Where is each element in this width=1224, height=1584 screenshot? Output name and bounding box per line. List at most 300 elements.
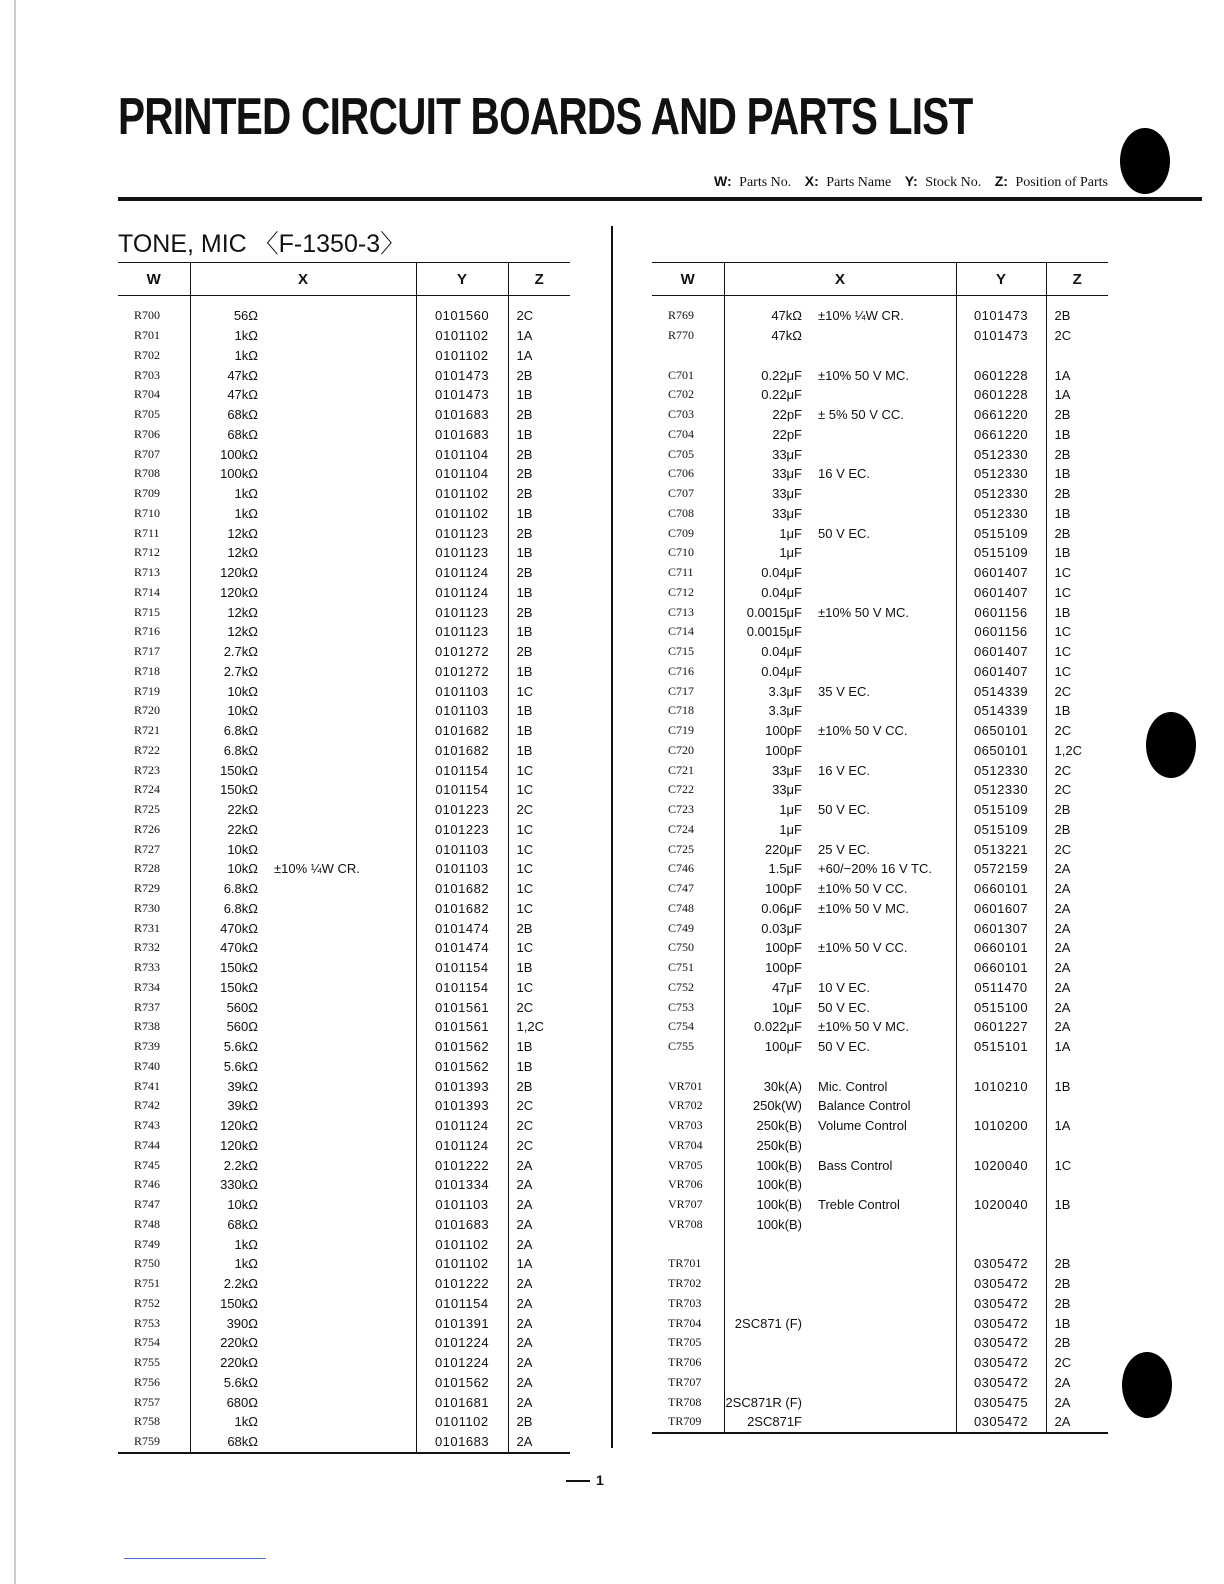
table-row: [652, 1116, 1108, 1136]
table-spacer: [652, 296, 1108, 307]
position: 1B: [508, 1057, 570, 1077]
stock-number: 0101124: [416, 563, 508, 583]
part-value: 120kΩ: [190, 1116, 266, 1136]
table-row: [652, 523, 1108, 543]
position: 1B: [508, 385, 570, 405]
part-number: R734: [134, 979, 161, 994]
position: 2C: [1046, 721, 1108, 741]
part-value: 30k(A): [724, 1076, 810, 1096]
position: 2C: [508, 1096, 570, 1116]
stock-number: 0572159: [956, 859, 1046, 879]
position: 2A: [1046, 1373, 1108, 1393]
table-header-row: [652, 263, 1108, 296]
part-spec: [810, 1353, 956, 1373]
part-number: R744: [134, 1137, 161, 1152]
part-spec: [266, 938, 416, 958]
position: 2B: [508, 365, 570, 385]
position: 2A: [508, 1432, 570, 1453]
part-spec: [266, 1057, 416, 1077]
position: 1,2C: [1046, 741, 1108, 761]
stock-number: 0305472: [956, 1333, 1046, 1353]
legend-w-label: Parts No.: [739, 175, 792, 190]
part-spec: Balance Control: [818, 1098, 911, 1114]
part-spec: ±10% 50 V CC.: [818, 881, 908, 897]
part-spec: [266, 780, 416, 800]
table-row: [118, 622, 570, 642]
position: 1,2C: [508, 1017, 570, 1037]
table-row: [652, 721, 1108, 741]
part-number: TR707: [668, 1374, 702, 1389]
part-number: C754: [668, 1019, 695, 1034]
stock-number: 0101154: [416, 958, 508, 978]
stock-number: 0101102: [416, 484, 508, 504]
position: 1A: [508, 1254, 570, 1274]
spacer-cell: [416, 296, 508, 307]
part-spec: 16 V EC.: [818, 762, 871, 778]
stock-number: 0101103: [416, 859, 508, 879]
part-spec: [266, 1274, 416, 1294]
parts-table-right: [652, 262, 1108, 1434]
table-row: [652, 444, 1108, 464]
position: 2A: [1046, 1392, 1108, 1412]
part-number: R743: [134, 1118, 161, 1133]
stock-number: 0512330: [956, 780, 1046, 800]
part-value: 0.06μF: [724, 899, 810, 919]
part-spec: 10 V EC.: [818, 979, 871, 995]
part-spec: [810, 504, 956, 524]
part-spec: [810, 741, 956, 761]
part-number: R740: [134, 1058, 161, 1073]
part-value: 100pF: [724, 721, 810, 741]
part-spec: [810, 444, 956, 464]
part-spec: [266, 1333, 416, 1353]
position: 2A: [1046, 958, 1108, 978]
part-spec: [266, 899, 416, 919]
table-row: [652, 978, 1108, 998]
part-number: R726: [134, 821, 161, 836]
position: 2A: [508, 1234, 570, 1254]
part-number: R748: [134, 1216, 161, 1231]
table-row: [652, 326, 1108, 346]
part-value: 33μF: [724, 444, 810, 464]
part-spec: Mic. Control: [818, 1078, 888, 1094]
part-spec: [810, 1412, 956, 1433]
part-number: R720: [134, 703, 161, 718]
spacer-cell: [118, 296, 190, 307]
part-value: 100pF: [724, 958, 810, 978]
stock-number: [956, 1136, 1046, 1156]
part-spec: [810, 583, 956, 603]
position: 2B: [1046, 820, 1108, 840]
table-row: [118, 997, 570, 1017]
part-value: 100μF: [724, 1037, 810, 1057]
position: 2A: [508, 1353, 570, 1373]
part-spec: 50 V EC.: [818, 525, 871, 541]
table-row: [652, 1057, 1108, 1077]
header-z: Z: [1046, 263, 1108, 296]
page-title: PRINTED CIRCUIT BOARDS AND PARTS LIST: [118, 88, 973, 146]
part-number: R718: [134, 663, 161, 678]
part-value: 470kΩ: [190, 938, 266, 958]
position: 2B: [508, 602, 570, 622]
table-row: [118, 958, 570, 978]
stock-number: 0512330: [956, 760, 1046, 780]
part-spec: [266, 879, 416, 899]
table-row: [118, 1116, 570, 1136]
table-row: [118, 879, 570, 899]
part-number: VR703: [668, 1118, 703, 1133]
part-spec: ±10% 50 V MC.: [818, 1019, 909, 1035]
part-value: 250k(B): [724, 1116, 810, 1136]
part-spec: [810, 1215, 956, 1235]
position: 2A: [508, 1195, 570, 1215]
stock-number: 0101683: [416, 1432, 508, 1453]
position: 1B: [508, 958, 570, 978]
header-w: W: [652, 263, 724, 296]
part-value: 6.8kΩ: [190, 741, 266, 761]
table-row: [118, 504, 570, 524]
part-value: 5.6kΩ: [190, 1373, 266, 1393]
position: 1B: [508, 583, 570, 603]
position: 1B: [508, 622, 570, 642]
part-number: R755: [134, 1355, 161, 1370]
table-row: [652, 1175, 1108, 1195]
stock-number: 0650101: [956, 721, 1046, 741]
stock-number: 0101683: [416, 425, 508, 445]
part-number: VR701: [668, 1078, 703, 1093]
stock-number: 0660101: [956, 958, 1046, 978]
stock-number: 0515109: [956, 543, 1046, 563]
position: 2B: [1046, 1294, 1108, 1314]
part-value: 0.22μF: [724, 385, 810, 405]
part-number: R707: [134, 446, 161, 461]
table-row: [118, 662, 570, 682]
table-row: [652, 1313, 1108, 1333]
part-number: C753: [668, 999, 695, 1014]
table-row: [652, 622, 1108, 642]
stock-number: [956, 346, 1046, 366]
position: 1B: [1046, 1313, 1108, 1333]
part-number: R754: [134, 1335, 161, 1350]
part-spec: [266, 662, 416, 682]
part-number: R758: [134, 1414, 161, 1429]
part-value: 47kΩ: [190, 385, 266, 405]
position: [1046, 1215, 1108, 1235]
part-number: R711: [134, 525, 160, 540]
part-value: [724, 1353, 810, 1373]
part-number: R719: [134, 683, 161, 698]
part-number: C720: [668, 742, 695, 757]
part-value: 12kΩ: [190, 543, 266, 563]
part-value: [724, 1294, 810, 1314]
table-row: [118, 1215, 570, 1235]
part-number: R712: [134, 545, 161, 560]
part-value: 560Ω: [190, 1017, 266, 1037]
part-spec: [266, 425, 416, 445]
part-spec: 16 V EC.: [818, 466, 871, 482]
table-row: [652, 346, 1108, 366]
table-row: [118, 1234, 570, 1254]
part-value: 10kΩ: [190, 701, 266, 721]
stock-number: 0512330: [956, 484, 1046, 504]
table-row: [652, 385, 1108, 405]
part-spec: [810, 1313, 956, 1333]
part-number: R704: [134, 387, 161, 402]
part-spec: [810, 484, 956, 504]
position: 2C: [1046, 681, 1108, 701]
table-row: [652, 918, 1108, 938]
stock-number: 0601407: [956, 642, 1046, 662]
part-value: 33μF: [724, 760, 810, 780]
stock-number: 0101124: [416, 583, 508, 603]
stock-number: 0101103: [416, 681, 508, 701]
part-value: 12kΩ: [190, 622, 266, 642]
part-value: 10μF: [724, 997, 810, 1017]
position: 2A: [1046, 1017, 1108, 1037]
stock-number: 0101222: [416, 1274, 508, 1294]
part-number: R730: [134, 900, 161, 915]
part-number: C719: [668, 723, 695, 738]
position: 2A: [508, 1175, 570, 1195]
part-value: 1kΩ: [190, 484, 266, 504]
stock-number: 0101223: [416, 800, 508, 820]
position: 1B: [508, 425, 570, 445]
part-value: [724, 1274, 810, 1294]
part-number: C707: [668, 486, 695, 501]
position: 1A: [1046, 385, 1108, 405]
position: 1B: [508, 721, 570, 741]
stock-number: 0601228: [956, 385, 1046, 405]
legend-x-label: Parts Name: [826, 175, 892, 190]
position: 1A: [508, 326, 570, 346]
table-row: [652, 859, 1108, 879]
position: 1B: [508, 662, 570, 682]
stock-number: 0601156: [956, 622, 1046, 642]
part-number: VR706: [668, 1177, 703, 1192]
part-number: VR707: [668, 1197, 703, 1212]
position: 2C: [1046, 780, 1108, 800]
part-value: 10kΩ: [190, 859, 266, 879]
stock-number: 0513221: [956, 839, 1046, 859]
position: 2A: [508, 1313, 570, 1333]
part-number: TR709: [652, 1412, 724, 1433]
stock-number: 0101223: [416, 820, 508, 840]
stock-number: 0515109: [956, 820, 1046, 840]
part-value: 5.6kΩ: [190, 1057, 266, 1077]
part-spec: [266, 622, 416, 642]
stock-number: 0601407: [956, 563, 1046, 583]
legend-z-key: Z:: [994, 173, 1008, 189]
part-value: 56Ω: [190, 306, 266, 326]
part-number: R710: [134, 505, 161, 520]
part-number: C750: [668, 940, 695, 955]
spacer-cell: [190, 296, 266, 307]
table-row: [652, 1096, 1108, 1116]
position: 1C: [1046, 583, 1108, 603]
part-number: R752: [134, 1295, 161, 1310]
stock-number: 0101224: [416, 1333, 508, 1353]
part-number: R709: [134, 486, 161, 501]
header-y: Y: [956, 263, 1046, 296]
stock-number: [956, 1234, 1046, 1254]
stock-number: 0101123: [416, 622, 508, 642]
stock-number: 0101682: [416, 741, 508, 761]
stock-number: 0514339: [956, 681, 1046, 701]
part-number: R727: [134, 841, 161, 856]
column-divider: [611, 226, 613, 1448]
part-number: C713: [668, 604, 695, 619]
part-value: 1kΩ: [190, 326, 266, 346]
part-value: 12kΩ: [190, 523, 266, 543]
part-spec: [266, 563, 416, 583]
table-row: [118, 543, 570, 563]
position: 2B: [1046, 523, 1108, 543]
part-spec: [810, 958, 956, 978]
position: 2C: [508, 1136, 570, 1156]
position: 2A: [1046, 978, 1108, 998]
part-spec: ±10% 50 V MC.: [818, 900, 909, 916]
part-number: VR708: [668, 1216, 703, 1231]
table-row: [118, 583, 570, 603]
part-number: C748: [668, 900, 695, 915]
table-row: [652, 1373, 1108, 1393]
part-value: 12kΩ: [190, 602, 266, 622]
table-row: [652, 484, 1108, 504]
stock-number: 0101682: [416, 879, 508, 899]
stock-number: 0601607: [956, 899, 1046, 919]
part-number: R715: [134, 604, 161, 619]
part-spec: 35 V EC.: [818, 683, 871, 699]
part-spec: [810, 642, 956, 662]
position: 1C: [508, 760, 570, 780]
part-number: C711: [668, 565, 694, 580]
position: 1C: [508, 938, 570, 958]
binder-line: [14, 0, 16, 1584]
table-row: [118, 1412, 570, 1432]
part-value: 22pF: [724, 425, 810, 445]
stock-number: 0305472: [956, 1254, 1046, 1274]
part-number: C703: [668, 407, 695, 422]
part-spec: [266, 978, 416, 998]
position: 2B: [508, 523, 570, 543]
position: 1B: [1046, 602, 1108, 622]
part-spec: [266, 346, 416, 366]
table-row: [652, 642, 1108, 662]
position: 2B: [508, 563, 570, 583]
part-number: R737: [134, 999, 161, 1014]
stock-number: 0515100: [956, 997, 1046, 1017]
table-row: [118, 425, 570, 445]
part-value: 0.03μF: [724, 918, 810, 938]
part-spec: 50 V EC.: [818, 1039, 871, 1055]
table-row: [118, 563, 570, 583]
stock-number: 0101154: [416, 760, 508, 780]
part-number: R700: [134, 308, 161, 323]
stock-number: 0101681: [416, 1392, 508, 1412]
stock-number: 0101102: [416, 504, 508, 524]
part-spec: [266, 1155, 416, 1175]
position: [1046, 1096, 1108, 1116]
part-number: TR701: [668, 1256, 702, 1271]
part-value: 10kΩ: [190, 839, 266, 859]
part-value: 0.022μF: [724, 1017, 810, 1037]
part-number: R756: [134, 1374, 161, 1389]
part-value: 1kΩ: [190, 1412, 266, 1432]
header-x: X: [724, 263, 956, 296]
part-spec: [810, 1392, 956, 1412]
part-value: 68kΩ: [190, 405, 266, 425]
stock-number: 0601156: [956, 602, 1046, 622]
part-spec: ±10% ¼W CR.: [274, 861, 360, 877]
part-number: TR702: [668, 1276, 702, 1291]
part-number: R723: [134, 762, 161, 777]
part-spec: [266, 1136, 416, 1156]
stock-number: 0101102: [416, 1234, 508, 1254]
part-value: 100kΩ: [190, 464, 266, 484]
part-value: 1.5μF: [724, 859, 810, 879]
part-number: C708: [668, 505, 695, 520]
position: 2C: [508, 1116, 570, 1136]
part-number: R749: [134, 1236, 161, 1251]
part-spec: [266, 1037, 416, 1057]
part-spec: [810, 385, 956, 405]
position: 2A: [508, 1392, 570, 1412]
part-spec: [266, 721, 416, 741]
position: 2A: [508, 1215, 570, 1235]
part-value: 0.04μF: [724, 662, 810, 682]
part-value: 39kΩ: [190, 1096, 266, 1116]
position: 2A: [1046, 899, 1108, 919]
part-number: C755: [668, 1039, 695, 1054]
position: 2B: [1046, 800, 1108, 820]
table-row: [118, 1333, 570, 1353]
part-number: C716: [668, 663, 695, 678]
part-spec: [266, 1294, 416, 1314]
legend-y-key: Y:: [904, 173, 918, 189]
part-value: 250k(B): [724, 1136, 810, 1156]
table-row: [652, 820, 1108, 840]
stock-number: 0515101: [956, 1037, 1046, 1057]
part-number: C705: [668, 446, 695, 461]
position: 1C: [1046, 622, 1108, 642]
position: 2B: [508, 1412, 570, 1432]
part-spec: [810, 820, 956, 840]
part-spec: ± 5% 50 V CC.: [818, 407, 904, 423]
table-row: [652, 405, 1108, 425]
part-spec: [266, 1254, 416, 1274]
binder-hole-top: [1120, 128, 1170, 194]
part-value: 250k(W): [724, 1096, 810, 1116]
part-spec: [266, 1353, 416, 1373]
part-value: 330kΩ: [190, 1175, 266, 1195]
part-value: 560Ω: [190, 997, 266, 1017]
column-legend: [714, 173, 1108, 191]
stock-number: 0601228: [956, 365, 1046, 385]
part-value: 2.7kΩ: [190, 642, 266, 662]
part-value: 680Ω: [190, 1392, 266, 1412]
position: 1C: [508, 859, 570, 879]
table-row: [652, 365, 1108, 385]
part-spec: [266, 464, 416, 484]
part-spec: [266, 1076, 416, 1096]
part-number: R722: [134, 742, 161, 757]
position: 2C: [1046, 1353, 1108, 1373]
table-row: [118, 642, 570, 662]
stock-number: 0512330: [956, 464, 1046, 484]
position: 1C: [508, 681, 570, 701]
part-spec: [266, 543, 416, 563]
part-value: 2SC871F: [724, 1412, 810, 1433]
